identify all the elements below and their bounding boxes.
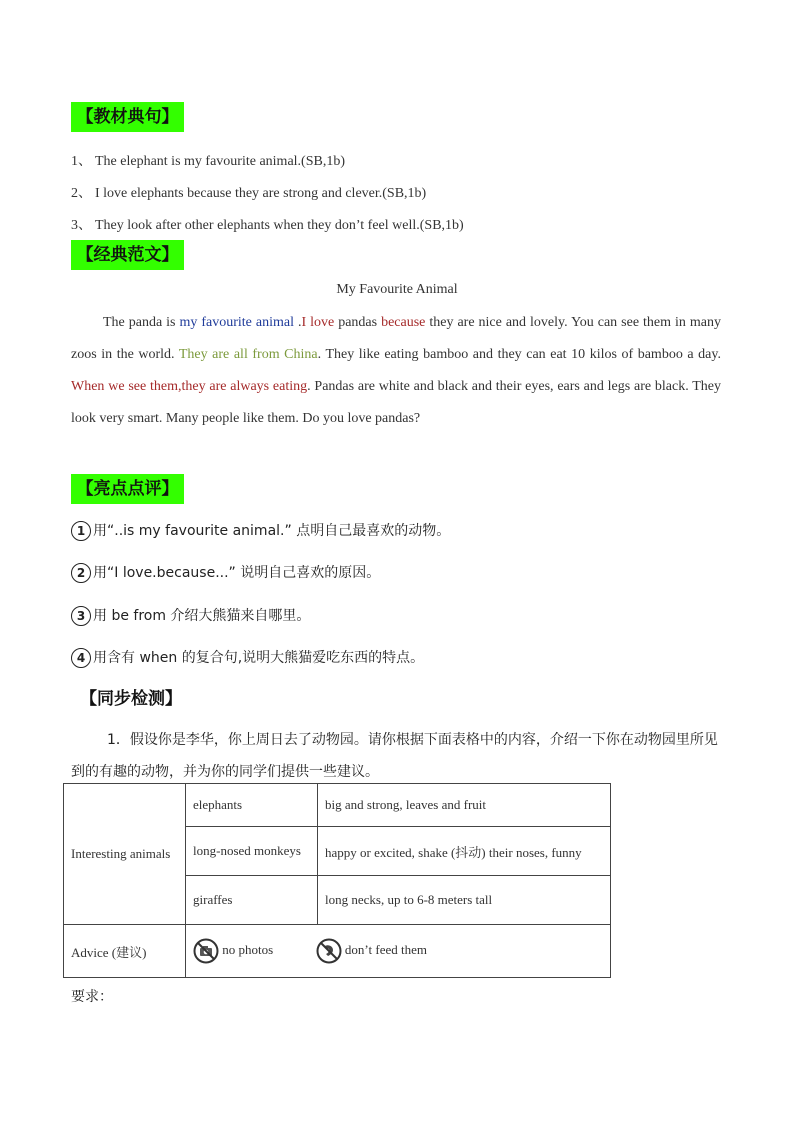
requirements-label: 要求：	[71, 989, 113, 1005]
essay-text: they are nice and lovely. You can see them in many zoos in the world.	[71, 315, 721, 362]
advice-cell	[186, 925, 611, 978]
task-prompt: 1．假设你是李华，你上周日去了动物园。请你根据下面表格中的内容，介绍一下你在动物园里所见到的有趣的动物，并为你的同学们提供一些建议。	[71, 732, 718, 780]
comment-2	[71, 562, 380, 583]
no-feeding-icon	[316, 938, 342, 964]
highlight-because: because	[381, 315, 426, 330]
advice-dont-feed: don’t feed them	[344, 941, 427, 957]
circled-number: 3	[71, 606, 91, 626]
essay-title: My Favourite Animal	[336, 282, 458, 297]
animal-name: giraffes	[186, 876, 318, 925]
animal-name: long-nosed monkeys	[186, 827, 318, 876]
comment-1	[71, 520, 450, 541]
comment-text: 用 be from 介绍大熊猫来自哪里。	[93, 608, 311, 624]
circled-number: 2	[71, 563, 91, 583]
comment-text: 用含有 when 的复合句,说明大熊猫爱吃东西的特点。	[93, 650, 425, 666]
comment-text: 用“I love.because...” 说明自己喜欢的原因。	[93, 565, 381, 581]
table-row	[64, 784, 611, 827]
highlight-when-clause: When we see them,they are always eating	[71, 379, 308, 394]
sentence-1	[71, 150, 345, 170]
sentence-number: 1、	[71, 154, 92, 169]
sample-essay-header: 【经典范文】	[71, 240, 184, 270]
textbook-sentences-header: 【教材典句】	[71, 102, 184, 132]
essay-body	[71, 307, 721, 435]
highlights-comment-header: 【亮点点评】	[71, 474, 184, 504]
sentence-text: I love elephants because they are strong and clever.(SB,1b)	[95, 186, 427, 201]
table-row	[64, 925, 611, 978]
animal-description: long necks, up to 6-8 meters tall	[318, 876, 611, 925]
advice-no-photos: no photos	[222, 941, 274, 957]
essay-text: The panda is	[103, 315, 180, 330]
circled-number: 1	[71, 521, 91, 541]
circled-number: 4	[71, 648, 91, 668]
sentence-number: 3、	[71, 218, 92, 233]
essay-text: . Pandas are white and black and their eyes, ears and legs are black. They look very smart. Many people like them. Do you love pandas?	[71, 379, 721, 426]
animal-name: elephants	[186, 784, 318, 827]
highlight-i-love: I love	[301, 315, 335, 330]
practice-header: 【同步检测】	[80, 689, 182, 709]
sentence-3	[71, 214, 464, 234]
essay-text: pandas	[334, 315, 382, 330]
animal-description: happy or excited, shake (抖动) their noses, funny	[318, 827, 611, 876]
highlight-from-china: They are all from China	[178, 347, 318, 362]
sentence-2	[71, 182, 426, 202]
essay-text: . They like eating bamboo and they can eat 10 kilos of bamboo a day.	[317, 347, 721, 362]
comment-3	[71, 605, 310, 626]
advice-label: Advice (建议)	[64, 925, 186, 978]
essay-text: .	[293, 315, 302, 330]
sentence-text: The elephant is my favourite animal.(SB,1b)	[95, 154, 345, 169]
highlight-favourite: my favourite animal	[179, 315, 294, 330]
animal-description: big and strong, leaves and fruit	[318, 784, 611, 827]
task-table	[63, 783, 611, 978]
sentence-text: They look after other elephants when they don’t feel well.(SB,1b)	[95, 218, 464, 233]
comment-4	[71, 647, 424, 668]
sentence-number: 2、	[71, 186, 92, 201]
row-header-interesting-animals: Interesting animals	[64, 784, 186, 925]
no-camera-icon	[193, 938, 219, 964]
comment-text: 用“..is my favourite animal.” 点明自己最喜欢的动物。	[93, 523, 451, 539]
